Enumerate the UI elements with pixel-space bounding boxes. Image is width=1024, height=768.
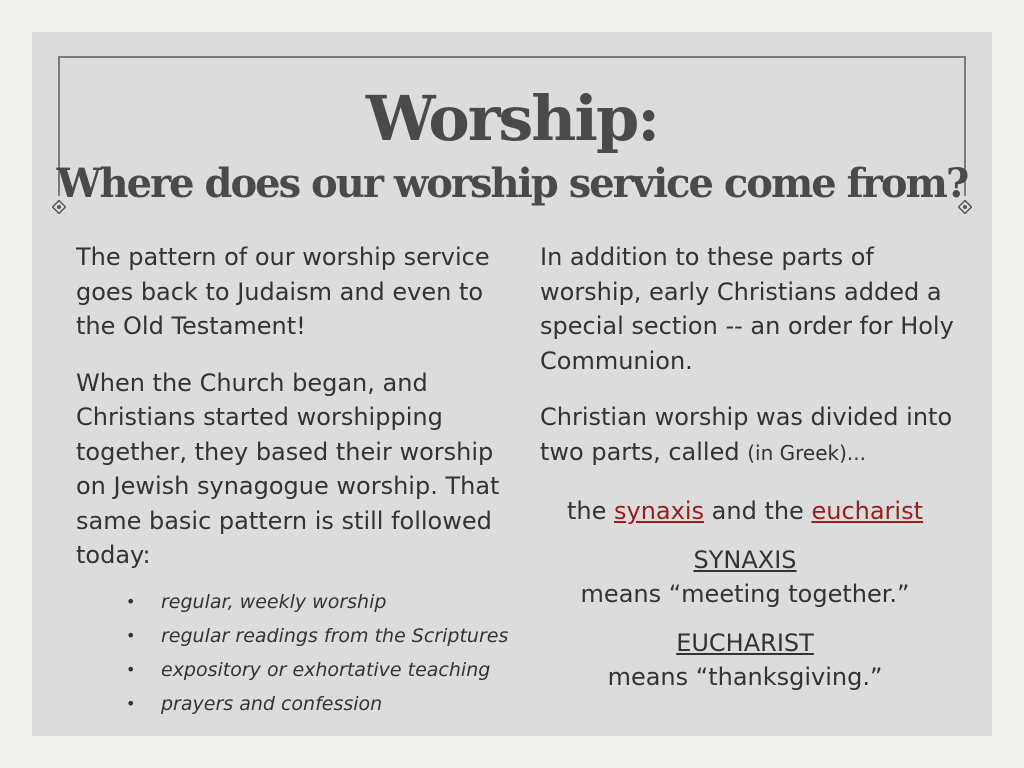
right-paragraph-1: In addition to these parts of worship, early Christians added a special section -- an order for Holy Communion.: [540, 243, 954, 375]
list-item: [126, 687, 516, 721]
eucharist-meaning: means “thanksgiving.”: [607, 663, 883, 691]
title-frame-top-line: [58, 56, 966, 58]
parts-joiner: and the: [711, 497, 804, 525]
parts-line: [540, 494, 950, 529]
bullet-icon: •: [126, 659, 136, 679]
right-paragraph-2-main: Christian worship was divided into two parts, called: [540, 403, 953, 466]
slide-subtitle: Where does our worship service come from?: [56, 160, 968, 207]
list-item: [126, 585, 516, 619]
synaxis-heading: SYNAXIS: [693, 545, 797, 574]
synaxis-meaning: means “meeting together.”: [580, 580, 910, 608]
list-item-text: prayers and confession: [161, 692, 383, 715]
right-column: [540, 240, 980, 695]
list-item-text: regular, weekly worship: [161, 590, 387, 613]
synaxis-link[interactable]: synaxis: [614, 497, 705, 525]
list-item-text: expository or exhortative teaching: [161, 658, 491, 681]
list-item: [126, 653, 516, 687]
left-paragraph-1: The pattern of our worship service goes back to Judaism and even to the Old Testament!: [76, 243, 490, 340]
list-item: [126, 619, 516, 653]
bullet-icon: •: [126, 693, 136, 713]
left-paragraph-2: When the Church began, and Christians started worshipping together, they based their worship on Jewish synagogue worship. That same basic pattern is still followed today:: [76, 368, 500, 569]
slide-title: Worship:: [365, 82, 659, 155]
right-paragraph-2-aside: (in Greek)...: [747, 440, 866, 465]
list-item-text: regular readings from the Scriptures: [161, 624, 509, 647]
bullet-list: [76, 585, 516, 721]
eucharist-link[interactable]: eucharist: [811, 497, 924, 525]
right-paragraph-2: [540, 400, 980, 470]
parts-prefix: the: [566, 497, 607, 525]
bullet-icon: •: [126, 625, 136, 645]
bullet-icon: •: [126, 591, 136, 611]
eucharist-heading: EUCHARIST: [676, 628, 814, 657]
left-column: [76, 240, 516, 721]
